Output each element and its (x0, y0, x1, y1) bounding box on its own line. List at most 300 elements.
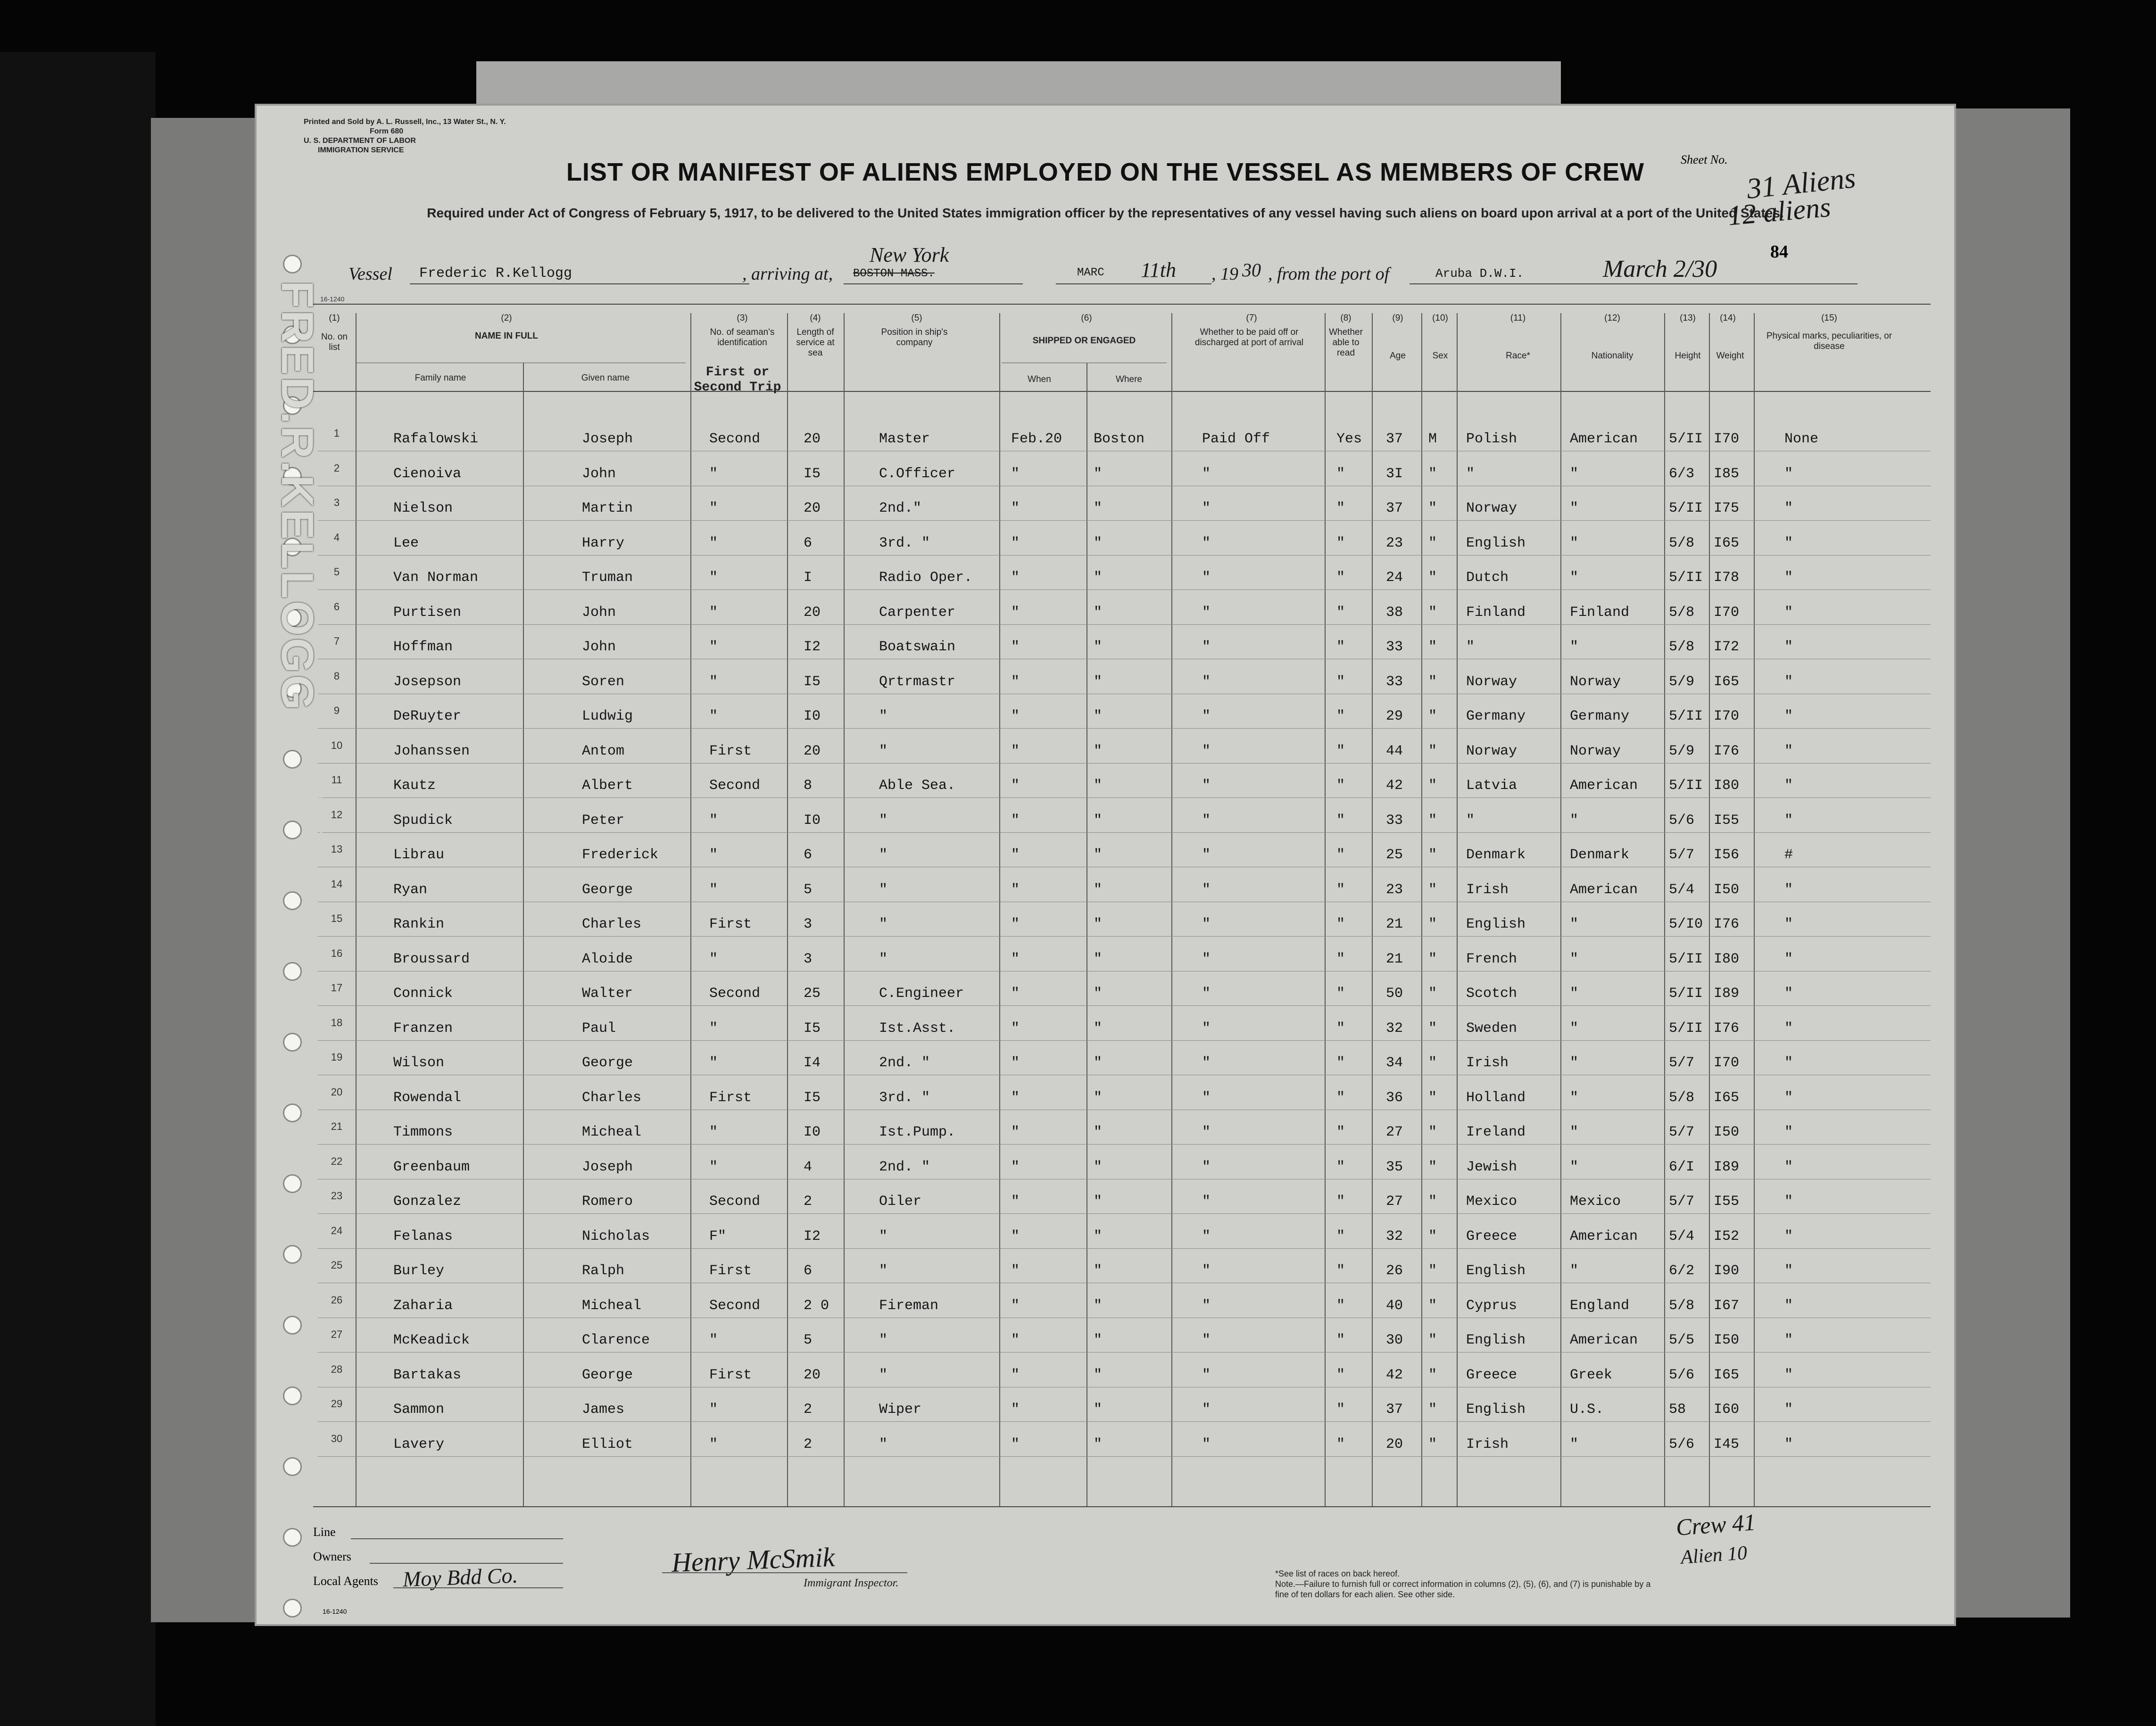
back-sheet-left (151, 118, 259, 1622)
row-number: 22 (331, 1155, 343, 1167)
row-number: 25 (331, 1259, 343, 1271)
col-rule (523, 363, 524, 1506)
able-to-read: " (1336, 535, 1345, 551)
sex: " (1428, 1124, 1437, 1140)
position: Wiper (879, 1402, 922, 1418)
physical-marks: " (1784, 986, 1793, 1002)
sex: " (1428, 778, 1437, 794)
race: Finland (1466, 604, 1526, 621)
shipped-where: " (1094, 535, 1103, 551)
row-number: 11 (331, 774, 342, 786)
service-length: 3 (804, 916, 813, 932)
shipped-when: " (1011, 847, 1020, 863)
col-rule (1372, 313, 1373, 1506)
given-name: John (582, 604, 616, 621)
nationality: American (1570, 431, 1638, 447)
family-name: Gonzalez (393, 1194, 462, 1210)
trip-value: First (709, 1263, 752, 1279)
inspector-label: Immigrant Inspector. (804, 1577, 899, 1589)
vessel-name: Frederic R.Kellogg (419, 266, 572, 282)
paid-off: " (1202, 1159, 1211, 1175)
row-rule (318, 1352, 1931, 1353)
col6-number: (6) (1081, 313, 1092, 323)
col3-number: (3) (737, 313, 748, 323)
height: 6/I (1669, 1159, 1695, 1175)
binder-ring (283, 255, 302, 274)
position: C.Engineer (879, 986, 964, 1002)
arrival-day: 11th (1141, 258, 1176, 282)
binder-ring (283, 962, 302, 981)
paid-off: " (1202, 1332, 1211, 1348)
physical-marks: " (1784, 1367, 1793, 1383)
family-name: Zaharia (393, 1297, 453, 1314)
age: 21 (1386, 916, 1403, 932)
service-length: 6 (804, 535, 813, 551)
able-to-read: " (1336, 1297, 1345, 1314)
col7-number: (7) (1246, 313, 1257, 323)
height: 5/II (1669, 708, 1703, 724)
shipped-where: " (1094, 1020, 1103, 1037)
paid-off: " (1202, 1089, 1211, 1106)
age: 33 (1386, 812, 1403, 829)
age: 42 (1386, 778, 1403, 794)
nationality: " (1570, 465, 1579, 482)
able-to-read: " (1336, 604, 1345, 621)
family-name: Rowendal (393, 1089, 462, 1106)
from-port-label: , from the port of (1268, 264, 1390, 284)
given-name: Antom (582, 743, 625, 759)
paid-off: " (1202, 1020, 1211, 1037)
nationality: " (1570, 570, 1579, 586)
trip-value: " (709, 881, 718, 898)
able-to-read: " (1336, 1402, 1345, 1418)
trip-value: " (709, 812, 718, 829)
given-name: Albert (582, 778, 633, 794)
physical-marks: " (1784, 1159, 1793, 1175)
position: 3rd. " (879, 1089, 930, 1106)
paid-off: " (1202, 1367, 1211, 1383)
paid-off: " (1202, 708, 1211, 724)
height: 5/4 (1669, 881, 1695, 898)
shipped-when: " (1011, 1436, 1020, 1452)
agents-signature: Moy Bdd Co. (402, 1563, 518, 1592)
family-name: Cienoiva (393, 465, 462, 482)
binder-ring (283, 1104, 302, 1122)
shipped-when: " (1011, 1055, 1020, 1071)
table-bottom-rule (313, 1506, 1931, 1507)
race: English (1466, 1402, 1526, 1418)
height: 5/II (1669, 1020, 1703, 1037)
given-name: George (582, 1367, 633, 1383)
shipped-when: " (1011, 1020, 1020, 1037)
shipped-where: " (1094, 743, 1103, 759)
given-name: Nicholas (582, 1228, 650, 1245)
race: Latvia (1466, 778, 1517, 794)
physical-marks: " (1784, 1228, 1793, 1245)
given-name: John (582, 639, 616, 655)
given-name: George (582, 881, 633, 898)
nationality: " (1570, 986, 1579, 1002)
nationality: " (1570, 1159, 1579, 1175)
height: 5/II (1669, 570, 1703, 586)
binder-ring (283, 1174, 302, 1193)
age: 32 (1386, 1228, 1403, 1245)
row-number: 10 (331, 739, 343, 751)
nationality: " (1570, 1124, 1579, 1140)
service-length: 20 (804, 431, 821, 447)
row-rule (318, 1213, 1931, 1214)
col-rule (1421, 313, 1422, 1506)
col13-number: (13) (1680, 313, 1696, 323)
shipped-when: " (1011, 465, 1020, 482)
family-name: Johanssen (393, 743, 470, 759)
position: C.Officer (879, 465, 956, 482)
physical-marks: " (1784, 673, 1793, 690)
sheet-annotation-2: 12 aliens (1726, 191, 1832, 232)
height: 5/6 (1669, 1436, 1695, 1452)
physical-marks: " (1784, 1194, 1793, 1210)
trip-value: " (709, 708, 718, 724)
able-to-read: " (1336, 465, 1345, 482)
weight: I85 (1714, 465, 1740, 482)
binder-ring (283, 891, 302, 910)
family-name: Purtisen (393, 604, 462, 621)
col11-number: (11) (1510, 313, 1526, 323)
shipped-where: " (1094, 1263, 1103, 1279)
position: " (879, 1332, 888, 1348)
height: 5/II (1669, 951, 1703, 967)
service-length: 20 (804, 1367, 821, 1383)
position: 3rd. " (879, 535, 930, 551)
footnote (1275, 1568, 1662, 1600)
service-length: I5 (804, 673, 821, 690)
shipped-when: " (1011, 986, 1020, 1002)
weight: I65 (1714, 1367, 1740, 1383)
shipped-where: " (1094, 1228, 1103, 1245)
col12-header: Nationality (1591, 351, 1634, 361)
age: 38 (1386, 604, 1403, 621)
age: 50 (1386, 986, 1403, 1002)
col-rule (1664, 313, 1665, 1506)
col-rule (1754, 313, 1755, 1506)
col11-header: Race* (1506, 351, 1530, 361)
race: French (1466, 951, 1517, 967)
paid-off: " (1202, 1436, 1211, 1452)
physical-marks: " (1784, 570, 1793, 586)
height: 5/I0 (1669, 916, 1703, 932)
sex: " (1428, 604, 1437, 621)
shipped-where: " (1094, 673, 1103, 690)
family-name: Felanas (393, 1228, 453, 1245)
col14-header: Weight (1716, 351, 1744, 361)
family-name: Timmons (393, 1124, 453, 1140)
race: Scotch (1466, 986, 1517, 1002)
shipped-when: " (1011, 1228, 1020, 1245)
col-rule (1325, 313, 1326, 1506)
able-to-read: " (1336, 812, 1345, 829)
able-to-read: " (1336, 1194, 1345, 1210)
sex: " (1428, 708, 1437, 724)
col1-header: No. on list (321, 332, 348, 352)
col-rule (787, 313, 788, 1506)
sex: " (1428, 1436, 1437, 1452)
shipped-when: " (1011, 500, 1020, 516)
row-number: 16 (331, 947, 343, 959)
shipped-where: " (1094, 778, 1103, 794)
position: Master (879, 431, 930, 447)
paid-off: " (1202, 1055, 1211, 1071)
trip-value: Second (709, 431, 761, 447)
shipped-when: " (1011, 1159, 1020, 1175)
paid-off: " (1202, 743, 1211, 759)
race: Irish (1466, 1436, 1509, 1452)
able-to-read: " (1336, 1332, 1345, 1348)
trip-value: " (709, 500, 718, 516)
weight: I45 (1714, 1436, 1740, 1452)
position: " (879, 1436, 888, 1452)
race: English (1466, 1332, 1526, 1348)
form-code-top: 16-1240 (320, 295, 345, 303)
age: 37 (1386, 1402, 1403, 1418)
height: 5/6 (1669, 1367, 1695, 1383)
weight: I52 (1714, 1228, 1740, 1245)
row-number: 8 (333, 670, 340, 682)
height: 5/8 (1669, 604, 1695, 621)
shipped-when: " (1011, 881, 1020, 898)
col2-header: NAME IN FULL (474, 331, 539, 341)
position: " (879, 1228, 888, 1245)
weight: I70 (1714, 431, 1740, 447)
row-number: 30 (331, 1432, 343, 1444)
col2b-header: Given name (581, 373, 630, 383)
shipped-when: " (1011, 1089, 1020, 1106)
able-to-read: " (1336, 881, 1345, 898)
paid-off: " (1202, 1194, 1211, 1210)
trip-value: Second (709, 778, 761, 794)
col-rule (1457, 313, 1458, 1506)
given-name: Aloide (582, 951, 633, 967)
service-length: 6 (804, 847, 813, 863)
position: " (879, 881, 888, 898)
position: " (879, 916, 888, 932)
position: " (879, 708, 888, 724)
trip-value: F" (709, 1228, 727, 1245)
race: Sweden (1466, 1020, 1517, 1037)
family-name: Librau (393, 847, 445, 863)
given-name: Elliot (582, 1436, 633, 1452)
given-name: John (582, 465, 616, 482)
nationality: U.S. (1570, 1402, 1604, 1418)
service-length: I0 (804, 1124, 821, 1140)
family-name: Greenbaum (393, 1159, 470, 1175)
owners-label: Owners (313, 1550, 351, 1563)
position: 2nd." (879, 500, 922, 516)
physical-marks: " (1784, 604, 1793, 621)
printer-imprint: Printed and Sold by A. L. Russell, Inc., 13 Water St., N. Y. Form 680 U. S. DEPARTMENT OF LABOR IMMIGRATION SERVICE (304, 118, 506, 154)
given-name: Ludwig (582, 708, 633, 724)
shipped-when: " (1011, 1402, 1020, 1418)
service-length: 8 (804, 778, 813, 794)
age: 32 (1386, 1020, 1403, 1037)
trip-value: " (709, 1436, 718, 1452)
row-rule (318, 624, 1931, 625)
given-name: Charles (582, 916, 642, 932)
col-rule (1560, 313, 1561, 1506)
row-rule (318, 936, 1931, 937)
sheet-number-label: Sheet No. (1681, 153, 1728, 166)
shipped-when: " (1011, 951, 1020, 967)
shipped-where: " (1094, 570, 1103, 586)
shipped-where: " (1094, 881, 1103, 898)
nationality: " (1570, 812, 1579, 829)
height: 58 (1669, 1402, 1686, 1418)
nationality: American (1570, 881, 1638, 898)
able-to-read: " (1336, 708, 1345, 724)
paid-off: " (1202, 673, 1211, 690)
trip-value: " (709, 535, 718, 551)
col5-number: (5) (911, 313, 922, 323)
header-bottom-rule (313, 391, 1931, 392)
race: Cyprus (1466, 1297, 1517, 1314)
trip-value: First (709, 743, 752, 759)
service-length: I5 (804, 1089, 821, 1106)
race: Mexico (1466, 1194, 1517, 1210)
paid-off: " (1202, 1228, 1211, 1245)
row-number: 23 (331, 1190, 343, 1202)
weight: I70 (1714, 1055, 1740, 1071)
age: 24 (1386, 570, 1403, 586)
paid-off: " (1202, 465, 1211, 482)
shipped-where: " (1094, 1194, 1103, 1210)
position: Boatswain (879, 639, 956, 655)
nationality: American (1570, 1332, 1638, 1348)
physical-marks: " (1784, 1020, 1793, 1037)
footnote-races: *See list of races on back hereof. (1275, 1569, 1400, 1578)
shipped-where: " (1094, 708, 1103, 724)
paid-off: " (1202, 1402, 1211, 1418)
paid-off: " (1202, 570, 1211, 586)
paid-off: " (1202, 986, 1211, 1002)
shipped-where: " (1094, 1055, 1103, 1071)
weight: I50 (1714, 881, 1740, 898)
col-rule (844, 313, 845, 1506)
departure-date: March 2/30 (1603, 256, 1717, 282)
race: English (1466, 916, 1526, 932)
departure-port: Aruba D.W.I. (1435, 266, 1524, 281)
paid-off: " (1202, 812, 1211, 829)
nationality: " (1570, 916, 1579, 932)
weight: I90 (1714, 1263, 1740, 1279)
service-length: I5 (804, 465, 821, 482)
shipped-where: " (1094, 847, 1103, 863)
age: 34 (1386, 1055, 1403, 1071)
paid-off: " (1202, 778, 1211, 794)
family-name: Ryan (393, 881, 428, 898)
position: 2nd. " (879, 1055, 930, 1071)
able-to-read: " (1336, 1124, 1345, 1140)
shipped-when: " (1011, 1263, 1020, 1279)
shipped-where: " (1094, 1402, 1103, 1418)
age: 21 (1386, 951, 1403, 967)
trip-value: " (709, 604, 718, 621)
age: 35 (1386, 1159, 1403, 1175)
age: 42 (1386, 1367, 1403, 1383)
given-name: Walter (582, 986, 633, 1002)
able-to-read: " (1336, 1020, 1345, 1037)
age: 33 (1386, 673, 1403, 690)
col6a-header: When (1028, 374, 1051, 384)
vessel-side-stamp (264, 281, 325, 850)
physical-marks: " (1784, 708, 1793, 724)
nationality: Mexico (1570, 1194, 1621, 1210)
paid-off: " (1202, 604, 1211, 621)
race: Jewish (1466, 1159, 1517, 1175)
shipped-when: " (1011, 1332, 1020, 1348)
port-underline (1410, 283, 1857, 284)
height: 5/II (1669, 500, 1703, 516)
service-length: 3 (804, 951, 813, 967)
sex: " (1428, 847, 1437, 863)
col9-header: Age (1390, 351, 1406, 361)
shipped-where: " (1094, 1297, 1103, 1314)
sex: " (1428, 1089, 1437, 1106)
row-number: 15 (331, 913, 343, 924)
row-number: 13 (331, 843, 343, 855)
able-to-read: " (1336, 1436, 1345, 1452)
trip-value: " (709, 465, 718, 482)
position: " (879, 1263, 888, 1279)
shipped-when: " (1011, 1367, 1020, 1383)
age: 25 (1386, 847, 1403, 863)
given-name: Joseph (582, 1159, 633, 1175)
agents-underline (393, 1587, 563, 1588)
line-label: Line (313, 1525, 336, 1539)
trip-value: Second (709, 986, 761, 1002)
trip-value: " (709, 1124, 718, 1140)
col1-number: (1) (329, 313, 340, 323)
col8-header: Whether able to read (1329, 327, 1363, 358)
vessel-underline (410, 283, 749, 284)
row-number: 1 (333, 427, 340, 439)
height: 5/6 (1669, 812, 1695, 829)
able-to-read: " (1336, 986, 1345, 1002)
paid-off: " (1202, 500, 1211, 516)
col4-number: (4) (810, 313, 821, 323)
back-sheet-right (1952, 108, 2070, 1618)
weight: I67 (1714, 1297, 1740, 1314)
physical-marks: " (1784, 535, 1793, 551)
row-rule (318, 589, 1931, 590)
form-code-bottom: 16-1240 (323, 1608, 347, 1615)
physical-marks: " (1784, 1089, 1793, 1106)
race: Polish (1466, 431, 1517, 447)
shipped-where: " (1094, 986, 1103, 1002)
nationality: " (1570, 639, 1579, 655)
col15-header: Physical marks, peculiarities, or disease (1766, 331, 1892, 351)
weight: I78 (1714, 570, 1740, 586)
height: 5/9 (1669, 673, 1695, 690)
row-rule (318, 832, 1931, 833)
height: 5/8 (1669, 1089, 1695, 1106)
given-name: George (582, 1055, 633, 1071)
sex: " (1428, 1367, 1437, 1383)
col-rule (1086, 363, 1087, 1506)
binder-ring (283, 1316, 302, 1335)
physical-marks: " (1784, 743, 1793, 759)
sex: " (1428, 1402, 1437, 1418)
nationality: Germany (1570, 708, 1630, 724)
service-length: I0 (804, 812, 821, 829)
